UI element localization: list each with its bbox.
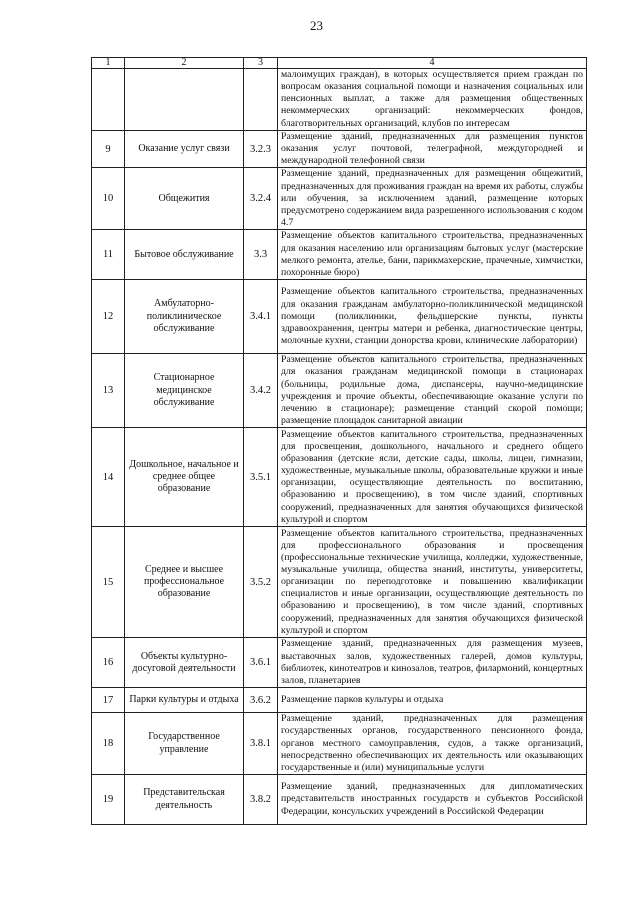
use-type-name: Среднее и высшее профессиональное образование — [125, 527, 244, 638]
use-type-code: 3.4.2 — [244, 354, 278, 428]
use-type-description: Размещение зданий, предназначенных для размещения общежитий, предназначенных для проживания граждан на время их работы, службы или обучения, за исключением зданий, размещение которых предусмотрено содержанием вида разрешенного использования с кодом 4.7 — [278, 168, 587, 230]
use-type-code: 3.2.4 — [244, 168, 278, 230]
row-number: 12 — [92, 280, 125, 354]
header-row — [92, 58, 587, 69]
use-type-description: Размещение объектов капитального строительства, предназначенных для просвещения, дошкольного, начального и среднего общего образования (детские ясли, детские сады, школы, лицеи, гимназии, художественные, музыкальные школы, образовательные кружки и иные организации, осуществляющие деятельность по воспитанию, образованию и просвещению), в том числе зданий, спортивных сооружений, предназначенных для занятия обучающихся физической культурой и спортом — [278, 428, 587, 527]
use-type-name: Представительская деятельность — [125, 775, 244, 825]
continuation-text: малоимущих граждан), в которых осуществляется прием граждан по вопросам оказания социальной помощи и назначения социальных или пенсионных выплат, а также для размещения общественных некоммерческих организаций: некоммерческих фондов, благотворительных организаций, клубов по интересам — [278, 69, 587, 131]
use-type-name: Оказание услуг связи — [125, 130, 244, 167]
row-number: 9 — [92, 130, 125, 167]
use-type-code: 3.5.2 — [244, 527, 278, 638]
table-row — [92, 775, 587, 825]
table-row — [92, 713, 587, 775]
use-type-code: 3.5.1 — [244, 428, 278, 527]
table-row — [92, 428, 587, 527]
table-row — [92, 638, 587, 688]
land-use-table — [91, 57, 587, 825]
use-type-name: Общежития — [125, 168, 244, 230]
row-number: 16 — [92, 638, 125, 688]
use-type-description: Размещение парков культуры и отдыха — [278, 688, 587, 713]
row-number: 18 — [92, 713, 125, 775]
use-type-name: Государственное управление — [125, 713, 244, 775]
row-number: 14 — [92, 428, 125, 527]
use-type-name: Дошкольное, начальное и среднее общее образование — [125, 428, 244, 527]
use-type-name: Парки культуры и отдыха — [125, 688, 244, 713]
table-row — [92, 280, 587, 354]
row-number: 11 — [92, 230, 125, 280]
use-type-description: Размещение зданий, предназначенных для дипломатических представительств иностранных государств и субъектов Российской Федерации, консульских учреждений в Российской Федерации — [278, 775, 587, 825]
table-row — [92, 130, 587, 167]
use-type-code: 3.6.2 — [244, 688, 278, 713]
header-col-2: 2 — [125, 58, 244, 69]
use-type-code: 3.2.3 — [244, 130, 278, 167]
row-number: 17 — [92, 688, 125, 713]
table-row — [92, 527, 587, 638]
table-row — [92, 354, 587, 428]
use-type-name: Стационарное медицинское обслуживание — [125, 354, 244, 428]
use-type-name: Бытовое обслуживание — [125, 230, 244, 280]
use-type-description: Размещение объектов капитального строительства, предназначенных для оказания гражданам медицинской помощи в стационарах (больницы, родильные дома, диспансеры, научно-медицинские учреждения и прочие объекты, обеспечивающие оказание услуги по лечению в стационаре); размещение станций скорой помощи; размещение площадок санитарной авиации — [278, 354, 587, 428]
use-type-code: 3.3 — [244, 230, 278, 280]
header-col-3: 3 — [244, 58, 278, 69]
use-type-name: Объекты культурно-досуговой деятельности — [125, 638, 244, 688]
use-type-description: Размещение объектов капитального строительства, предназначенных для оказания населению или организациям бытовых услуг (мастерские мелкого ремонта, ателье, бани, парикмахерские, прачечные, химчистки, похоронные бюро) — [278, 230, 587, 280]
use-type-name: Амбулаторно-поликлиническое обслуживание — [125, 280, 244, 354]
table-row — [92, 230, 587, 280]
use-type-code: 3.8.1 — [244, 713, 278, 775]
use-type-description: Размещение объектов капитального строительства, предназначенных для профессионального образования и просвещения (профессиональные технические училища, колледжи, художественные, музыкальные училища, общества знаний, институты, университеты, организации по переподготовке и повышению квалификации специалистов и иные организации, осуществляющие деятельность по образованию и просвещению), в том числе зданий, спортивных сооружений, предназначенных для занятия обучающихся физической культурой и спортом — [278, 527, 587, 638]
table-row — [92, 168, 587, 230]
row-number: 19 — [92, 775, 125, 825]
use-type-code: 3.4.1 — [244, 280, 278, 354]
use-type-description: Размещение зданий, предназначенных для размещения пунктов оказания услуг почтовой, телеграфной, междугородней и международной телефонной связи — [278, 130, 587, 167]
header-col-4: 4 — [278, 58, 587, 69]
page-number: 23 — [310, 18, 323, 33]
header-col-1: 1 — [92, 58, 125, 69]
use-type-code: 3.8.2 — [244, 775, 278, 825]
continuation-row — [92, 69, 587, 131]
row-number: 13 — [92, 354, 125, 428]
use-type-description: Размещение зданий, предназначенных для размещения государственных органов, государственного пенсионного фонда, органов местного самоуправления, судов, а также организаций, непосредственно обеспечивающих их деятельность или оказывающих государственные и (или) муниципальные услуги — [278, 713, 587, 775]
table-row — [92, 688, 587, 713]
row-number: 15 — [92, 527, 125, 638]
use-type-description: Размещение зданий, предназначенных для размещения музеев, выставочных залов, художественных галерей, домов культуры, библиотек, кинотеатров и кинозалов, театров, филармоний, концертных залов, планетариев — [278, 638, 587, 688]
use-type-description: Размещение объектов капитального строительства, предназначенных для оказания гражданам амбулаторно-поликлинической медицинской помощи (поликлиники, фельдшерские пункты, пункты здравоохранения, центры матери и ребенка, диагностические центры, молочные кухни, станции донорства крови, клинические лаборатории) — [278, 280, 587, 354]
use-type-code: 3.6.1 — [244, 638, 278, 688]
row-number: 10 — [92, 168, 125, 230]
